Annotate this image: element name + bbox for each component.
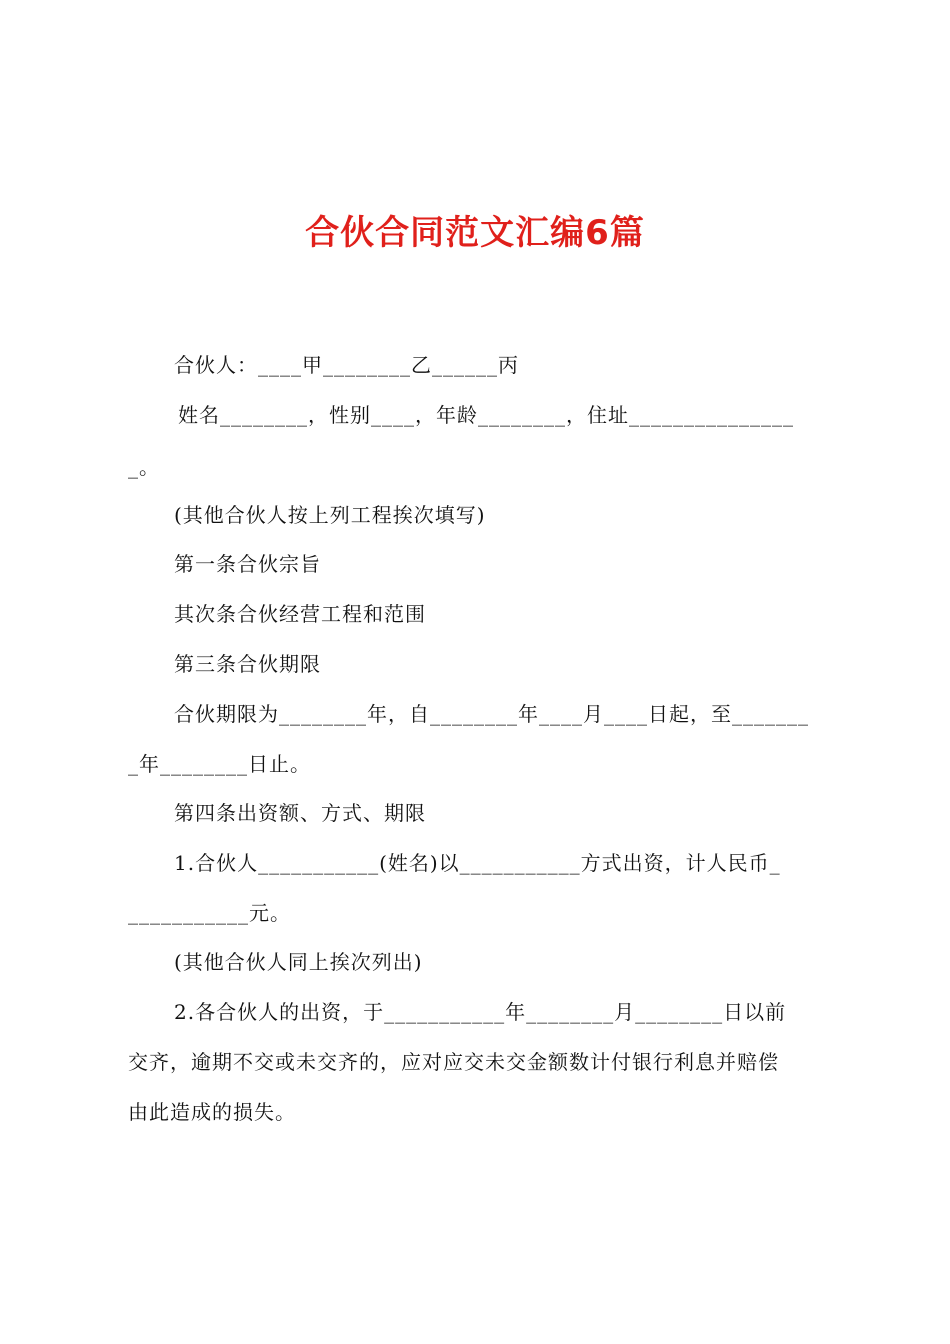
article-1-heading: 第一条合伙宗旨 — [174, 552, 321, 576]
note-other-partners: (其他合伙人按上列工程挨次填写) — [174, 503, 486, 527]
term-line-cont: _年________日止。 — [128, 752, 311, 776]
partners-line: 合伙人：____甲________乙______丙 — [174, 353, 519, 377]
payment-line-cont-1: 交齐，逾期不交或未交齐的，应对应交未交金额数计付银行利息并赔偿 — [128, 1050, 779, 1074]
partner-info-line-cont: _。 — [128, 455, 160, 479]
payment-line-cont-2: 由此造成的损失。 — [128, 1100, 296, 1124]
article-3-heading: 第三条合伙期限 — [174, 652, 321, 676]
article-4-heading: 第四条出资额、方式、期限 — [174, 801, 426, 825]
document-title: 合伙合同范文汇编6篇 — [305, 213, 645, 253]
note-other-partners-2: (其他合伙人同上挨次列出) — [174, 950, 423, 974]
contribution-line-cont: ___________元。 — [128, 901, 291, 925]
term-line: 合伙期限为________年，自________年____月____日起，至_______ — [174, 702, 809, 726]
contribution-line: 1.合伙人___________(姓名)以___________方式出资，计人民币_ — [174, 851, 781, 875]
article-2-heading: 其次条合伙经营工程和范围 — [174, 602, 426, 626]
payment-line: 2.各合伙人的出资，于___________年________月________日以前 — [174, 1000, 787, 1024]
partner-info-line: 姓名________，性别____，年龄________，住址_______________ — [178, 403, 794, 427]
